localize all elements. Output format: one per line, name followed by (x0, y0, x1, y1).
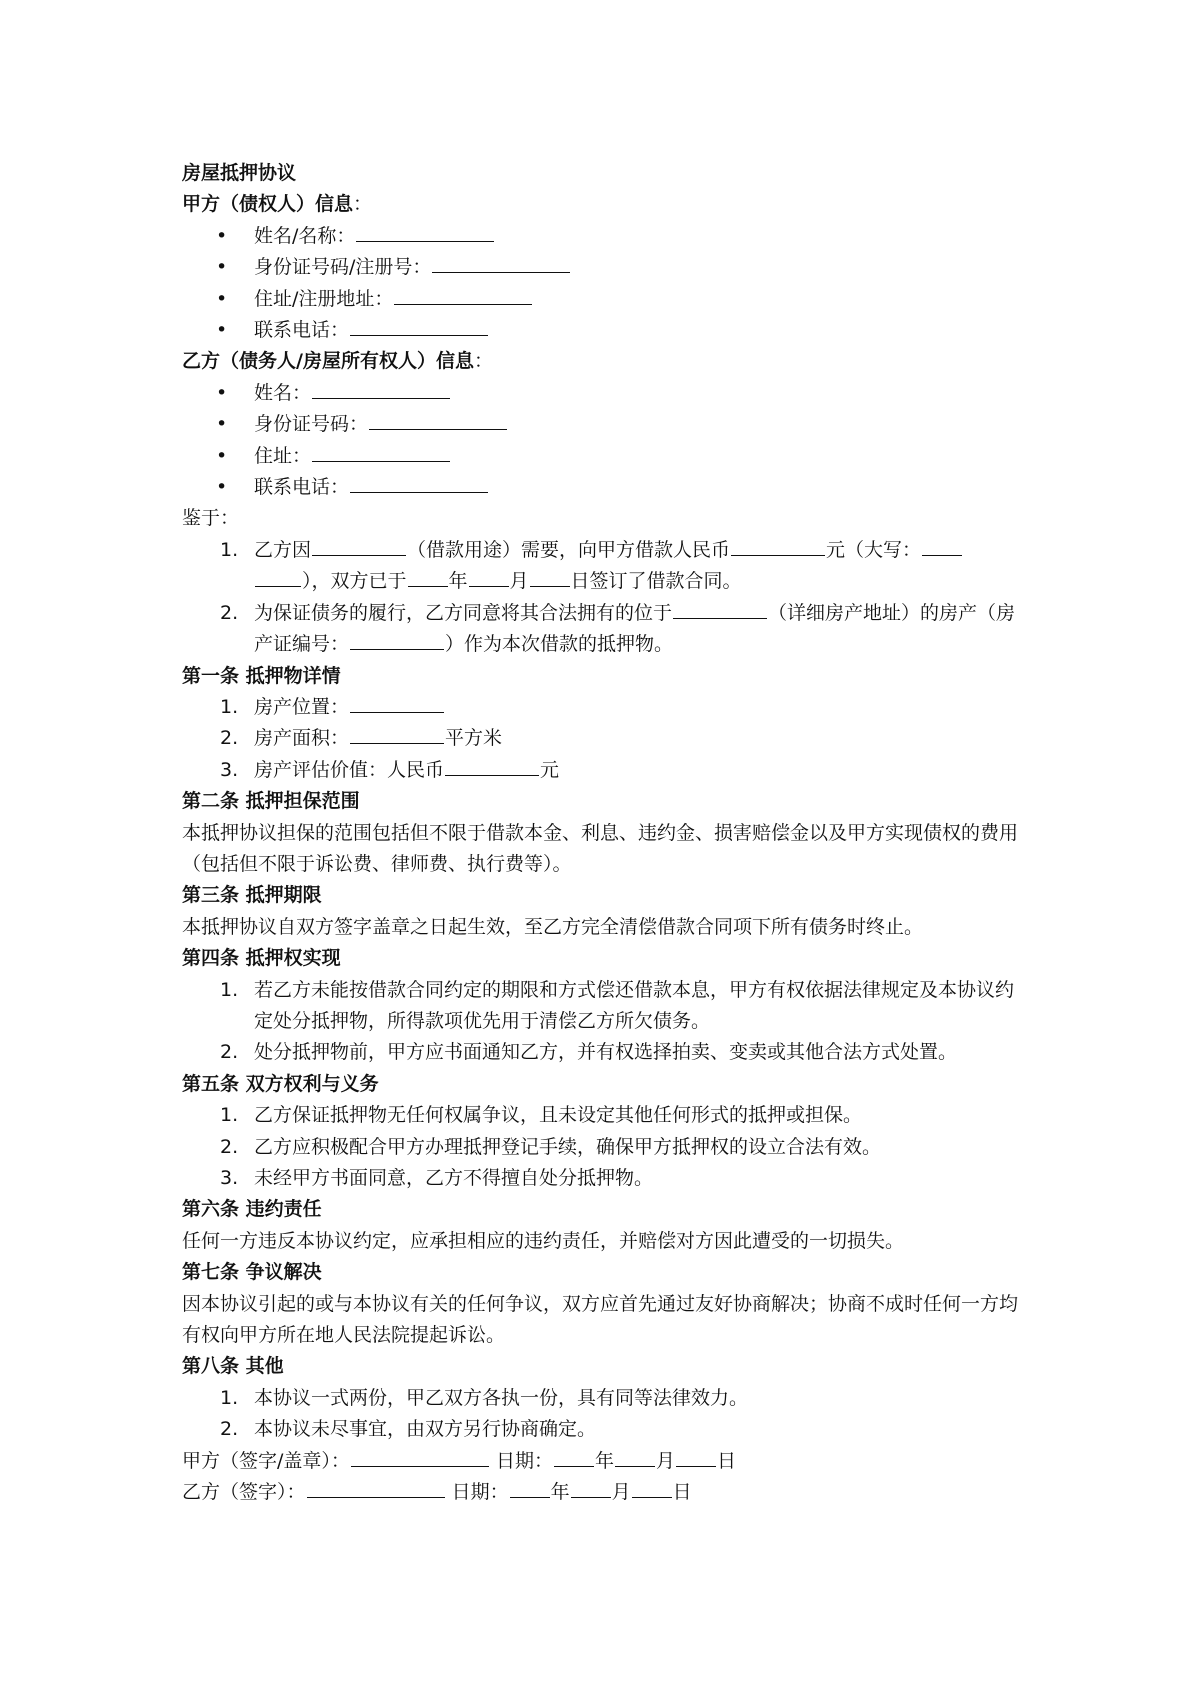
fill-blank (615, 1447, 655, 1467)
fill-blank (369, 410, 507, 430)
fill-blank (510, 1478, 550, 1498)
item-text: 月 (509, 570, 529, 593)
year-label: 年 (594, 1449, 614, 1472)
field-label: 姓名/名称： (254, 224, 356, 247)
item-text: 平方米 (445, 727, 503, 750)
article-4-item-1 (182, 975, 1032, 1038)
signature-blank (351, 1447, 489, 1467)
article-5-item-3 (182, 1163, 1032, 1194)
fill-blank (445, 756, 539, 776)
fill-blank (922, 536, 962, 556)
party-a-heading-text: 甲方（债权人）信息 (182, 193, 354, 216)
heading-colon: ： (353, 193, 373, 216)
field-label: 身份证号码/注册号： (254, 256, 432, 279)
fill-blank (350, 724, 444, 744)
party-a-phone-item (182, 315, 1032, 346)
list-number: 2. (220, 1418, 239, 1441)
heading-colon: ： (473, 350, 493, 373)
list-number: 2. (220, 1041, 239, 1064)
article-2-body: 本抵押协议担保的范围包括但不限于借款本金、利息、违约金、损害赔偿金以及甲方实现债权的费用（包括但不限于诉讼费、律师费、执行费等）。 (182, 821, 1019, 875)
whereas-heading: 鉴于： (182, 507, 240, 530)
bullet: • (216, 256, 228, 279)
article-3-body: 本抵押协议自双方签字盖章之日起生效，至乙方完全清偿借款合同项下所有债务时终止。 (182, 915, 924, 938)
item-text: 乙方保证抵押物无任何权属争议，且未设定其他任何形式的抵押或担保。 (254, 1104, 863, 1127)
item-text: ）作为本次借款的抵押物。 (445, 633, 674, 656)
fill-blank (312, 379, 450, 399)
document-content (182, 158, 1032, 1508)
signature-blank (307, 1478, 445, 1498)
list-number: 3. (220, 758, 239, 781)
list-number: 1. (220, 1104, 239, 1127)
article-8-item-1 (182, 1383, 1032, 1414)
field-label: 住址/注册地址： (254, 287, 394, 310)
article-2-heading: 第二条 抵押担保范围 (182, 790, 360, 813)
party-b-phone-item (182, 472, 1032, 503)
party-a-id-item (182, 252, 1032, 283)
article-5-item-1 (182, 1100, 1032, 1131)
fill-blank (350, 473, 488, 493)
article-5-heading: 第五条 双方权利与义务 (182, 1072, 379, 1095)
list-number: 1. (220, 695, 239, 718)
fill-blank (350, 316, 488, 336)
fill-blank (350, 630, 444, 650)
article-8-heading: 第八条 其他 (182, 1355, 284, 1378)
article-1-item-1 (182, 692, 1032, 723)
item-text: 房产面积： (254, 727, 350, 750)
article-5-item-2 (182, 1132, 1032, 1163)
list-number: 1. (220, 1386, 239, 1409)
fill-blank (571, 1478, 611, 1498)
fill-blank (632, 1478, 672, 1498)
party-b-id-item (182, 409, 1032, 440)
list-number: 1. (220, 538, 239, 561)
article-6-heading: 第六条 违约责任 (182, 1198, 322, 1221)
date-label: 日期： (451, 1481, 509, 1504)
fill-blank (255, 567, 301, 587)
item-text: 未经甲方书面同意，乙方不得擅自处分抵押物。 (254, 1167, 654, 1189)
list-number: 2. (220, 601, 239, 624)
whereas-item-1 (182, 535, 1032, 598)
item-text: 本协议一式两份，甲乙双方各执一份，具有同等法律效力。 (254, 1386, 749, 1409)
list-number: 3. (220, 1167, 239, 1189)
article-1-heading: 第一条 抵押物详情 (182, 664, 341, 687)
fill-blank (312, 442, 450, 462)
bullet: • (216, 381, 228, 404)
article-1-item-2 (182, 723, 1032, 754)
party-a-signature-line (182, 1446, 1032, 1477)
item-text: 为保证债务的履行，乙方同意将其合法拥有的位于 (254, 601, 673, 624)
bullet: • (216, 444, 228, 467)
item-text: 年 (448, 570, 468, 593)
bullet: • (216, 413, 228, 436)
month-label: 月 (655, 1449, 675, 1472)
fill-blank (469, 567, 509, 587)
year-label: 年 (550, 1481, 570, 1504)
signature-label: 乙方（签字）： (182, 1481, 306, 1504)
fill-blank (432, 253, 570, 273)
day-label: 日 (672, 1481, 692, 1504)
fill-blank (673, 599, 767, 619)
item-text: 房产评估价值：人民币 (254, 758, 445, 781)
article-1-item-3 (182, 755, 1032, 786)
fill-blank (676, 1447, 716, 1467)
fill-blank (394, 285, 532, 305)
bullet: • (216, 319, 228, 342)
fill-blank (530, 567, 570, 587)
fill-blank (408, 567, 448, 587)
party-b-signature-line (182, 1477, 1032, 1508)
item-text: 元（大写： (826, 538, 922, 561)
field-label: 联系电话： (254, 476, 350, 499)
party-b-name-item (182, 378, 1032, 409)
item-text: 本协议未尽事宜，由双方另行协商确定。 (254, 1418, 597, 1441)
list-number: 1. (220, 978, 239, 1001)
day-label: 日 (717, 1449, 737, 1472)
fill-blank (356, 222, 494, 242)
item-text: 乙方因 (254, 538, 312, 561)
fill-blank (350, 693, 444, 713)
whereas-item-2 (182, 598, 1032, 661)
field-label: 姓名： (254, 381, 312, 404)
date-label: 日期： (495, 1449, 553, 1472)
article-3-heading: 第三条 抵押期限 (182, 884, 322, 907)
fill-blank (731, 536, 825, 556)
party-a-name-item (182, 221, 1032, 252)
field-label: 联系电话： (254, 319, 350, 342)
fill-blank (312, 536, 406, 556)
bullet: • (216, 287, 228, 310)
month-label: 月 (611, 1481, 631, 1504)
list-number: 2. (220, 727, 239, 750)
item-text: 若乙方未能按借款合同约定的期限和方式偿还借款本息，甲方有权依据法律规定及本协议约定处分抵押物，所得款项优先用于清偿乙方所欠债务。 (254, 978, 1015, 1032)
item-text: （详细房产地址）的房产（房产证编号： (254, 601, 1016, 656)
item-text: 处分抵押物前，甲方应书面通知乙方，并有权选择拍卖、变卖或其他合法方式处置。 (254, 1041, 958, 1064)
article-4-item-2 (182, 1037, 1032, 1068)
item-text: 房产位置： (254, 695, 350, 718)
item-text: 元 (540, 758, 560, 781)
document-title: 房屋抵押协议 (182, 162, 297, 184)
article-7-body: 因本协议引起的或与本协议有关的任何争议，双方应首先通过友好协商解决；协商不成时任何一方均有权向甲方所在地人民法院提起诉讼。 (182, 1292, 1019, 1347)
fill-blank (554, 1447, 594, 1467)
list-number: 2. (220, 1135, 239, 1158)
signature-label: 甲方（签字/盖章）： (182, 1449, 350, 1472)
bullet: • (216, 224, 228, 247)
party-b-heading-text: 乙方（债务人/房屋所有权人）信息 (182, 350, 474, 373)
item-text: （借款用途）需要，向甲方借款人民币 (407, 538, 731, 561)
article-7-heading: 第七条 争议解决 (182, 1261, 322, 1284)
bullet: • (216, 476, 228, 499)
party-a-heading (182, 189, 1032, 220)
party-b-heading (182, 346, 1032, 377)
article-6-body: 任何一方违反本协议约定，应承担相应的违约责任，并赔偿对方因此遭受的一切损失。 (182, 1229, 905, 1252)
item-text: ），双方已于 (302, 570, 407, 593)
article-8-item-2 (182, 1414, 1032, 1445)
party-a-address-item (182, 284, 1032, 315)
field-label: 住址： (254, 444, 312, 467)
field-label: 身份证号码： (254, 413, 369, 436)
party-b-address-item (182, 441, 1032, 472)
item-text: 日签订了借款合同。 (570, 570, 742, 593)
item-text: 乙方应积极配合甲方办理抵押登记手续，确保甲方抵押权的设立合法有效。 (254, 1135, 882, 1158)
article-4-heading: 第四条 抵押权实现 (182, 947, 341, 970)
